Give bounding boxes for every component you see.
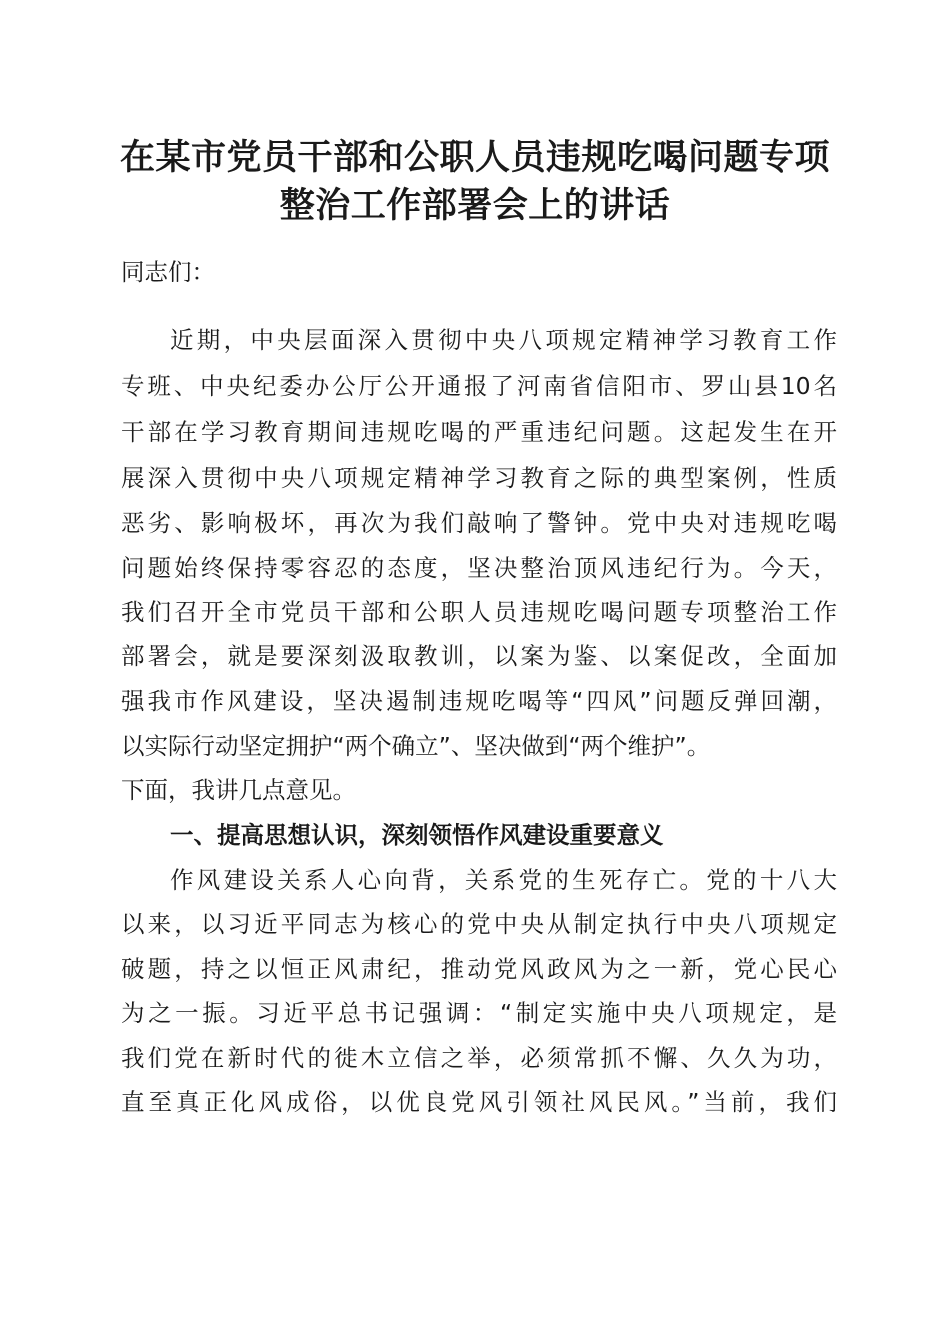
paragraph-line: 为之一振。习近平总书记强调：“制定实施中央八项规定，是: [121, 999, 837, 1027]
paragraph-line: 强我市作风建设，坚决遏制违规吃喝等“四风”问题反弹回潮，: [121, 687, 837, 715]
salutation: 同志们：: [121, 258, 215, 286]
paragraph-line: 下面，我讲几点意见。: [121, 776, 356, 804]
paragraph-line: 部署会，就是要深刻汲取教训，以案为鉴、以案促改，全面加: [121, 642, 837, 670]
document-title-line-1: 在某市党员干部和公职人员违规吃喝问题专项: [119, 137, 830, 178]
paragraph-line: 破题，持之以恒正风肃纪，推动党风政风为之一新，党心民心: [121, 955, 837, 983]
paragraph-line: 直至真正化风成俗，以优良党风引领社风民风。”当前，我们: [121, 1088, 837, 1116]
paragraph-line: 展深入贯彻中央八项规定精神学习教育之际的典型案例，性质: [121, 464, 837, 492]
section-heading: 一、提高思想认识，深刻领悟作风建设重要意义: [170, 821, 664, 849]
paragraph-line: 干部在学习教育期间违规吃喝的严重违纪问题。这起发生在开: [121, 418, 837, 446]
paragraph-line: 作风建设关系人心向背，关系党的生死存亡。党的十八大: [170, 866, 837, 894]
paragraph-line: 问题始终保持零容忍的态度，坚决整治顶风违纪行为。今天，: [121, 554, 837, 582]
paragraph-line: 以来，以习近平同志为核心的党中央从制定执行中央八项规定: [121, 910, 837, 938]
paragraph-line: 以实际行动坚定拥护“两个确立”、坚决做到“两个维护”。: [121, 732, 711, 760]
paragraph-line: 近期，中央层面深入贯彻中央八项规定精神学习教育工作: [170, 326, 837, 354]
paragraph-line: 我们召开全市党员干部和公职人员违规吃喝问题专项整治工作: [121, 598, 837, 626]
paragraph-line: 恶劣、影响极坏，再次为我们敲响了警钟。党中央对违规吃喝: [121, 509, 837, 537]
document-title-line-2: 整治工作部署会上的讲话: [279, 185, 671, 226]
paragraph-line: 专班、中央纪委办公厅公开通报了河南省信阳市、罗山县10名: [121, 372, 837, 400]
paragraph-line: 我们党在新时代的徙木立信之举，必须常抓不懈、久久为功，: [121, 1044, 837, 1072]
